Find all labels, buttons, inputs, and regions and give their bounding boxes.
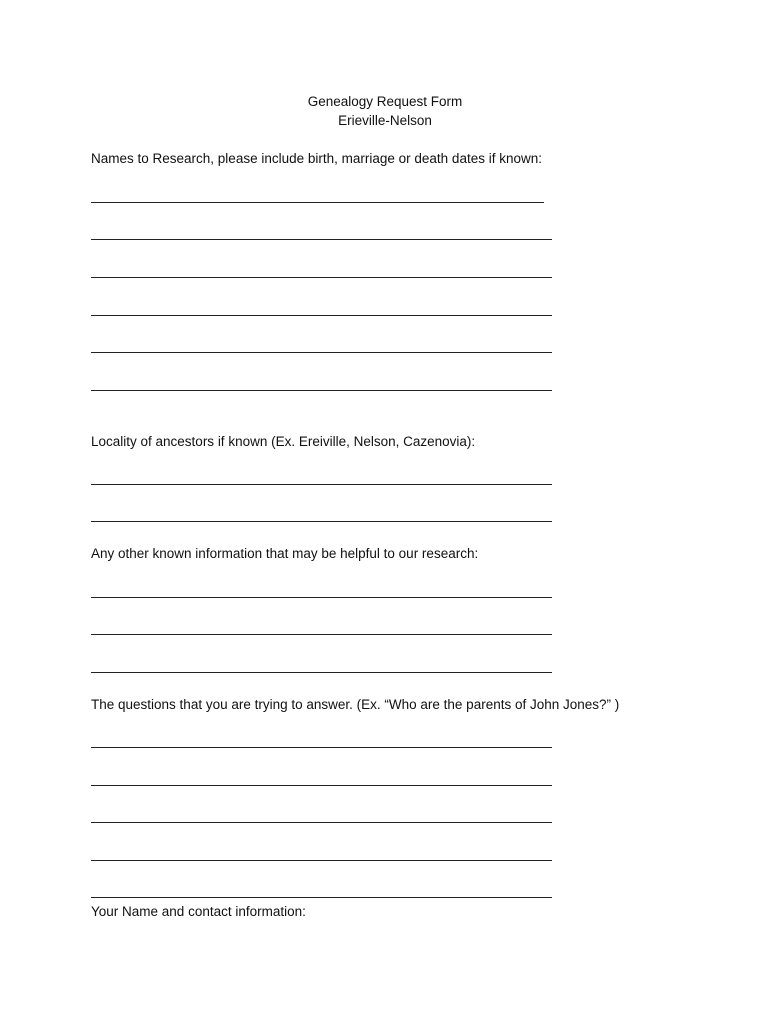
locality-prompt: Locality of ancestors if known (Ex. Ereiville, Nelson, Cazenovia): (91, 434, 476, 449)
names-line[interactable] (91, 202, 544, 203)
questions-line[interactable] (91, 822, 552, 823)
questions-line[interactable] (91, 747, 552, 748)
form-subtitle: Erieville-Nelson (338, 113, 432, 128)
questions-prompt: The questions that you are trying to answer. (Ex. “Who are the parents of John Jones?” ) (91, 697, 620, 712)
contact-prompt: Your Name and contact information: (91, 904, 306, 919)
form-title: Genealogy Request Form (307, 94, 463, 109)
names-line[interactable] (91, 315, 552, 316)
other-info-line[interactable] (91, 597, 552, 598)
locality-line[interactable] (91, 521, 552, 522)
other-info-line[interactable] (91, 634, 552, 635)
other-info-prompt: Any other known information that may be helpful to our research: (91, 546, 479, 561)
locality-line[interactable] (91, 484, 552, 485)
names-prompt: Names to Research, please include birth, marriage or death dates if known: (91, 151, 542, 166)
names-line[interactable] (91, 277, 552, 278)
questions-line[interactable] (91, 897, 552, 898)
names-line[interactable] (91, 239, 552, 240)
names-line[interactable] (91, 390, 552, 391)
questions-line[interactable] (91, 785, 552, 786)
other-info-line[interactable] (91, 672, 552, 673)
questions-line[interactable] (91, 860, 552, 861)
names-line[interactable] (91, 352, 552, 353)
